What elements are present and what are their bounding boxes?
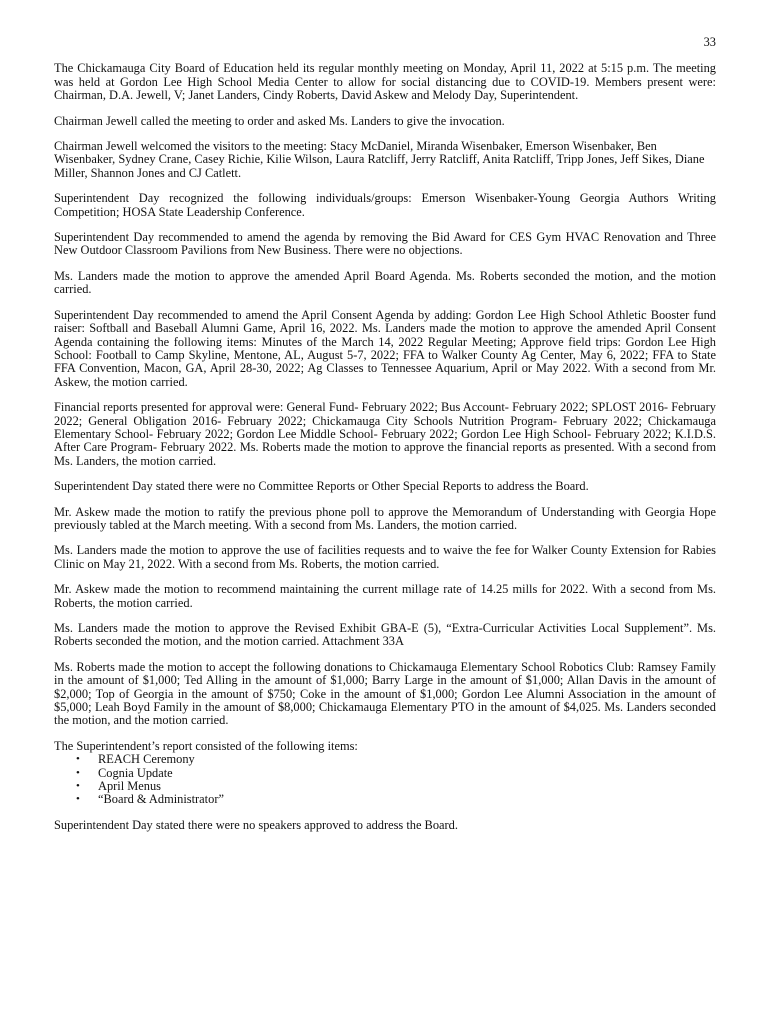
list-item-text: April Menus [98, 779, 161, 794]
bullet-icon: • [76, 753, 80, 766]
paragraph-call-to-order: Chairman Jewell called the meeting to order and asked Ms. Landers to give the invocation. [54, 113, 505, 128]
list-item-text: REACH Ceremony [98, 752, 195, 767]
bullet-icon: • [76, 793, 80, 806]
paragraph-agenda-amendment: Superintendent Day recommended to amend the agenda by removing the Bid Award for CES Gym HVAC Renovation and Three New Outdoor Classroom Pavilions from New Business. There were no objections. [54, 230, 716, 258]
paragraph-committee-reports: Superintendent Day stated there were no Committee Reports or Other Special Reports to address the Board. [54, 479, 589, 494]
paragraph-visitors: Chairman Jewell welcomed the visitors to the meeting: Stacy McDaniel, Miranda Wisenbaker, Emerson Wisenbaker, Ben Wisenbaker, Sydney Crane, Casey Richie, Kilie Wilson, Laura Ratcliff, Jerry Ratcliff, Anita Ratcliff, Tripp Jones, Jeff Sikes, Diane Miller, Shannon Jones and CJ Catlett. [54, 139, 705, 180]
list-item [54, 767, 716, 780]
list-item-text: Cognia Update [98, 765, 173, 780]
list-item [54, 780, 716, 793]
paragraph-consent-agenda: Superintendent Day recommended to amend the April Consent Agenda by adding: Gordon Lee High School Athletic Booster fund raiser: Softball and Baseball Alumni Game, April 16, 2022. Ms. Landers made the motion to approve the amended April Consent Agenda containing the following items: Minutes of the March 14, 2022 Regular Meeting; Approve field trips: Gordon Lee High School: Football to Camp Skyline, Mentone, AL, August 5-7, 2022; FFA to Walker County Ag Center, May 6, 2022; FFA to State FFA Convention, Macon, GA, April 28-30, 2022; Ag Classes to Tennessee Aquarium, April or May 2022. With a second from Mr. Askew, the motion carried. [54, 307, 716, 389]
bullet-icon: • [76, 766, 80, 779]
paragraph-millage-rate: Mr. Askew made the motion to recommend maintaining the current millage rate of 14.25 mills for 2022. With a second from Ms. Roberts, the motion carried. [54, 582, 716, 610]
paragraph-agenda-motion: Ms. Landers made the motion to approve the amended April Board Agenda. Ms. Roberts seconded the motion, and the motion carried. [54, 268, 716, 297]
paragraph-closing: Superintendent Day stated there were no speakers approved to address the Board. [54, 817, 458, 832]
list-item [54, 753, 716, 766]
paragraph-meeting-opening: The Chickamauga City Board of Education held its regular monthly meeting on Monday, April 11, 2022 at 5:15 p.m. The meeting was held at Gordon Lee High School Media Center to allow for social distancing due to COVID-19. Members present were: Chairman, D.A. Jewell, V; Janet Landers, Cindy Roberts, David Askew and Melody Day, Superintendent. [54, 61, 716, 103]
list-item-text: “Board & Administrator” [98, 792, 224, 807]
paragraph-exhibit-revision: Ms. Landers made the motion to approve the Revised Exhibit GBA-E (5), “Extra-Curricular Activities Local Supplement”. Ms. Roberts seconded the motion, and the motion carried. Attachment 33A [54, 621, 716, 649]
paragraph-financial-reports: Financial reports presented for approval were: General Fund- February 2022; Bus Account- February 2022; SPLOST 2016- February 2022; General Obligation 2016- February 2022; Chickamauga City Schools Nutrition Program- February 2022; Chickamauga Elementary School- February 2022; Gordon Lee Middle School- February 2022; Gordon Lee High School- February 2022; K.I.D.S. After Care Program- February 2022. Ms. Roberts made the motion to approve the financial reports as presented. With a second from Ms. Landers, the motion carried. [54, 400, 716, 468]
superintendent-report-lead: The Superintendent’s report consisted of the following items: [54, 738, 358, 753]
bullet-icon: • [76, 780, 80, 793]
paragraph-donations: Ms. Roberts made the motion to accept the following donations to Chickamauga Elementary School Robotics Club: Ramsey Family in the amount of $1,000; Ted Alling in the amount of $1,000; Barry Large in the amount of $1,000; Allan Davis in the amount of $2,000; Top of Georgia in the amount of $750; Coke in the amount of $1,000; Gordon Lee Alumni Association in the amount of $5,000; Leah Boyd Family in the amount of $8,000; Chickamauga Elementary PTO in the amount of $4,025. Ms. Landers seconded the motion, and the motion carried. [54, 659, 716, 728]
paragraph-recognitions: Superintendent Day recognized the following individuals/groups: Emerson Wisenbaker-Young Georgia Authors Writing Competition; HOSA State Leadership Conference. [54, 191, 716, 219]
page-number: 33 [703, 35, 716, 49]
minutes-page [54, 36, 716, 844]
superintendent-report-list [54, 753, 716, 807]
paragraph-facilities-requests: Ms. Landers made the motion to approve the use of facilities requests and to waive the fee for Walker County Extension for Rabies Clinic on May 21, 2022. With a second from Ms. Roberts, the motion carried. [54, 543, 716, 571]
paragraph-phone-poll: Mr. Askew made the motion to ratify the previous phone poll to approve the Memorandum of Understanding with Georgia Hope previously tabled at the March meeting. With a second from Ms. Landers, the motion carried. [54, 504, 716, 532]
list-item [54, 793, 716, 806]
